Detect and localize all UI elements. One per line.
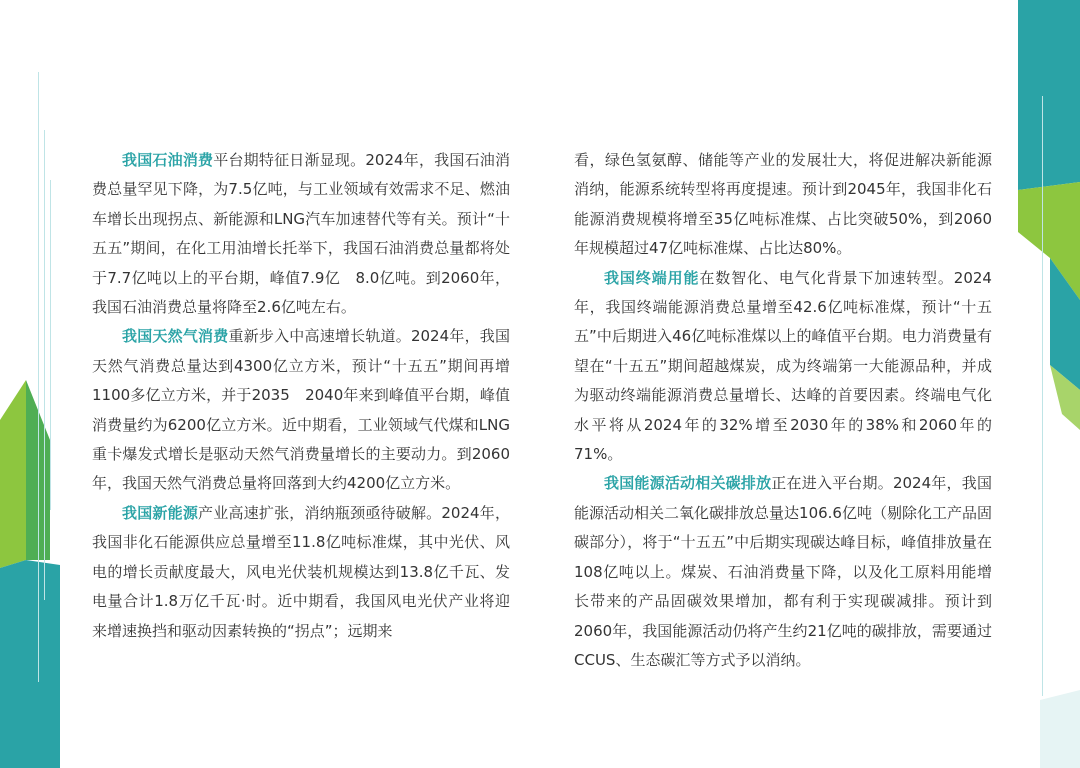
paragraph-oil-text: 平台期特征日渐显现。2024年，我国石油消费总量罕见下降，为7.5亿吨，与工业领域有效需求不足、燃油车增长出现拐点、新能源和LNG汽车加速替代等有关。预计“十五五”期间，在化工用油增长托举下，我国石油消费总量都将处于7.7亿吨以上的平台期，峰值7.9亿 8.0亿吨。到2060年，我国石油消费总量将降至2.6亿吨左右。 (92, 151, 510, 317)
paragraph-end-use (574, 264, 992, 470)
top-right-teal-shape (1018, 0, 1080, 190)
left-rule-3 (50, 180, 51, 510)
paragraph-continuation-text: 看，绿色氢氨醇、储能等产业的发展壮大，将促进解决新能源消纳，能源系统转型将再度提速。预计到2045年，我国非化石能源消费规模将增至35亿吨标准煤、占比突破50%，到2060年规模超过47亿吨标准煤、占比达80%。 (574, 151, 992, 258)
highlight-gas: 我国天然气消费 (122, 327, 229, 346)
highlight-emissions: 我国能源活动相关碳排放 (604, 474, 772, 493)
right-rule (1042, 96, 1043, 696)
paragraph-new-energy (92, 499, 510, 646)
bottom-right-teal-shape (1040, 690, 1080, 768)
paragraph-gas (92, 322, 510, 498)
paragraph-emissions-text: 正在进入平台期。2024年，我国能源活动相关二氧化碳排放总量达106.6亿吨（剔除化工产品固碳部分），将于“十五五”中后期实现碳达峰目标，峰值排放量在108亿吨以上。煤炭、石油消费量下降，以及化工原料用能增长带来的产品固碳效果增加，都有利于实现碳减排。预计到2060年，我国能源活动仍将产生约21亿吨的碳排放，需要通过CCUS、生态碳汇等方式予以消纳。 (574, 474, 992, 669)
bottom-left-teal-shape (0, 560, 60, 768)
bottom-left-green-shape (0, 380, 26, 568)
highlight-end-use: 我国终端用能 (604, 268, 700, 287)
paragraph-end-use-text: 在数智化、电气化背景下加速转型。2024年，我国终端能源消费总量增至42.6亿吨标准煤，预计“十五五”中后期进入46亿吨标准煤以上的峰值平台期。电力消费量有望在“十五五”期间超越煤炭，成为终端第一大能源品种，并成为驱动终端能源消费总量增长、达峰的首要因素。终端电气化水平将从2024年的32%增至2030年的38%和2060年的71%。 (574, 268, 992, 464)
right-text-column (574, 146, 992, 675)
left-text-column (92, 146, 510, 646)
highlight-oil: 我国石油消费 (122, 151, 214, 169)
paragraph-gas-text: 重新步入中高速增长轨道。2024年，我国天然气消费总量达到4300亿立方米，预计“十五五”期间再增1100多亿立方米，并于2035 2040年来到峰值平台期，峰值消费量约为6200亿立方米。近中期看，工业领域气代煤和LNG重卡爆发式增长是驱动天然气消费量增长的主要动力。到2060年，我国天然气消费总量将回落到大约4200亿立方米。 (92, 327, 510, 493)
right-green-shape (1018, 182, 1080, 300)
left-rule-2 (44, 130, 45, 600)
paragraph-emissions (574, 469, 992, 675)
paragraph-continuation (574, 146, 992, 264)
paragraph-new-energy-text: 产业高速扩张，消纳瓶颈亟待破解。2024年，我国非化石能源供应总量增至11.8亿吨标准煤，其中光伏、风电的增长贡献度最大，风电光伏装机规模达到13.8亿千瓦、发电量合计1.8万亿千瓦·时。近中期看，我国风电光伏产业将迎来增速换挡和驱动因素转换的“拐点”；远期来 (92, 503, 510, 640)
highlight-new-energy: 我国新能源 (122, 503, 199, 522)
left-rule (38, 72, 39, 682)
paragraph-oil (92, 146, 510, 322)
